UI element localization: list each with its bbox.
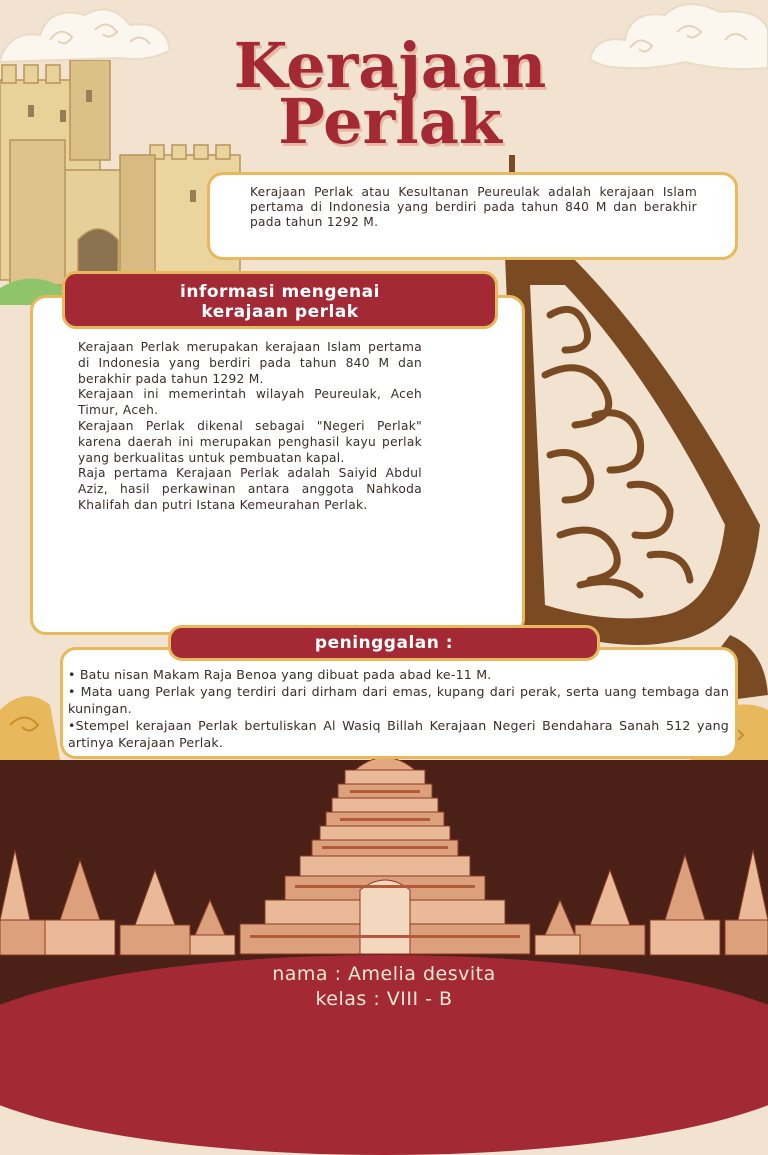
student-name: nama : Amelia desvita <box>272 963 496 985</box>
info-heading-line-1: informasi mengenai <box>180 282 380 302</box>
title-line-2: Perlak <box>278 85 502 158</box>
temple-icon <box>0 750 768 980</box>
info-card <box>30 295 525 635</box>
info-paragraph-3: Kerajaan Perlak dikenal sebagai "Negeri Perlak" karena daerah ini merupakan penghasil kayu perlak yang berkualitas untuk pembuatan kapal. <box>78 418 422 465</box>
info-heading-banner <box>62 271 498 329</box>
title-line-1: Kerajaan <box>233 29 547 102</box>
intro-card: Kerajaan Perlak atau Kesultanan Peureulak adalah kerajaan Islam pertama di Indonesia yang berdiri pada tahun 840 M dan berakhir pada tahun 1292 M. <box>207 172 738 260</box>
legacy-heading-banner: peninggalan : <box>168 625 600 661</box>
page-title <box>150 29 630 158</box>
legacy-item-3: •Stempel kerajaan Perlak bertuliskan Al Wasiq Billah Kerajaan Negeri Bendahara Sanah 512 yang artinya Kerajaan Perlak. <box>68 718 729 750</box>
legacy-item-2: • Mata uang Perlak yang terdiri dari dirham dari emas, kupang dari perak, serta uang tembaga dan kuningan. <box>68 684 729 716</box>
info-heading-line-2: kerajaan perlak <box>201 302 359 322</box>
info-paragraph-2: Kerajaan ini memerintah wilayah Peureulak, Aceh Timur, Aceh. <box>78 387 422 418</box>
legacy-item-1: • Batu nisan Makam Raja Benoa yang dibuat pada abad ke-11 M. <box>68 667 492 682</box>
student-credit <box>0 962 768 1012</box>
info-paragraph-4: Raja pertama Kerajaan Perlak adalah Saiyid Abdul Aziz, hasil perkawinan antara anggota Nahkoda Khalifah dan putri Istana Kemeurahan Perlak. <box>78 466 422 512</box>
student-class: kelas : VIII - B <box>315 988 453 1010</box>
info-paragraph-1: Kerajaan Perlak merupakan kerajaan Islam pertama di Indonesia yang berdiri pada tahun 840 M dan berakhir pada tahun 1292 M. <box>78 340 422 386</box>
legacy-card <box>60 647 738 759</box>
